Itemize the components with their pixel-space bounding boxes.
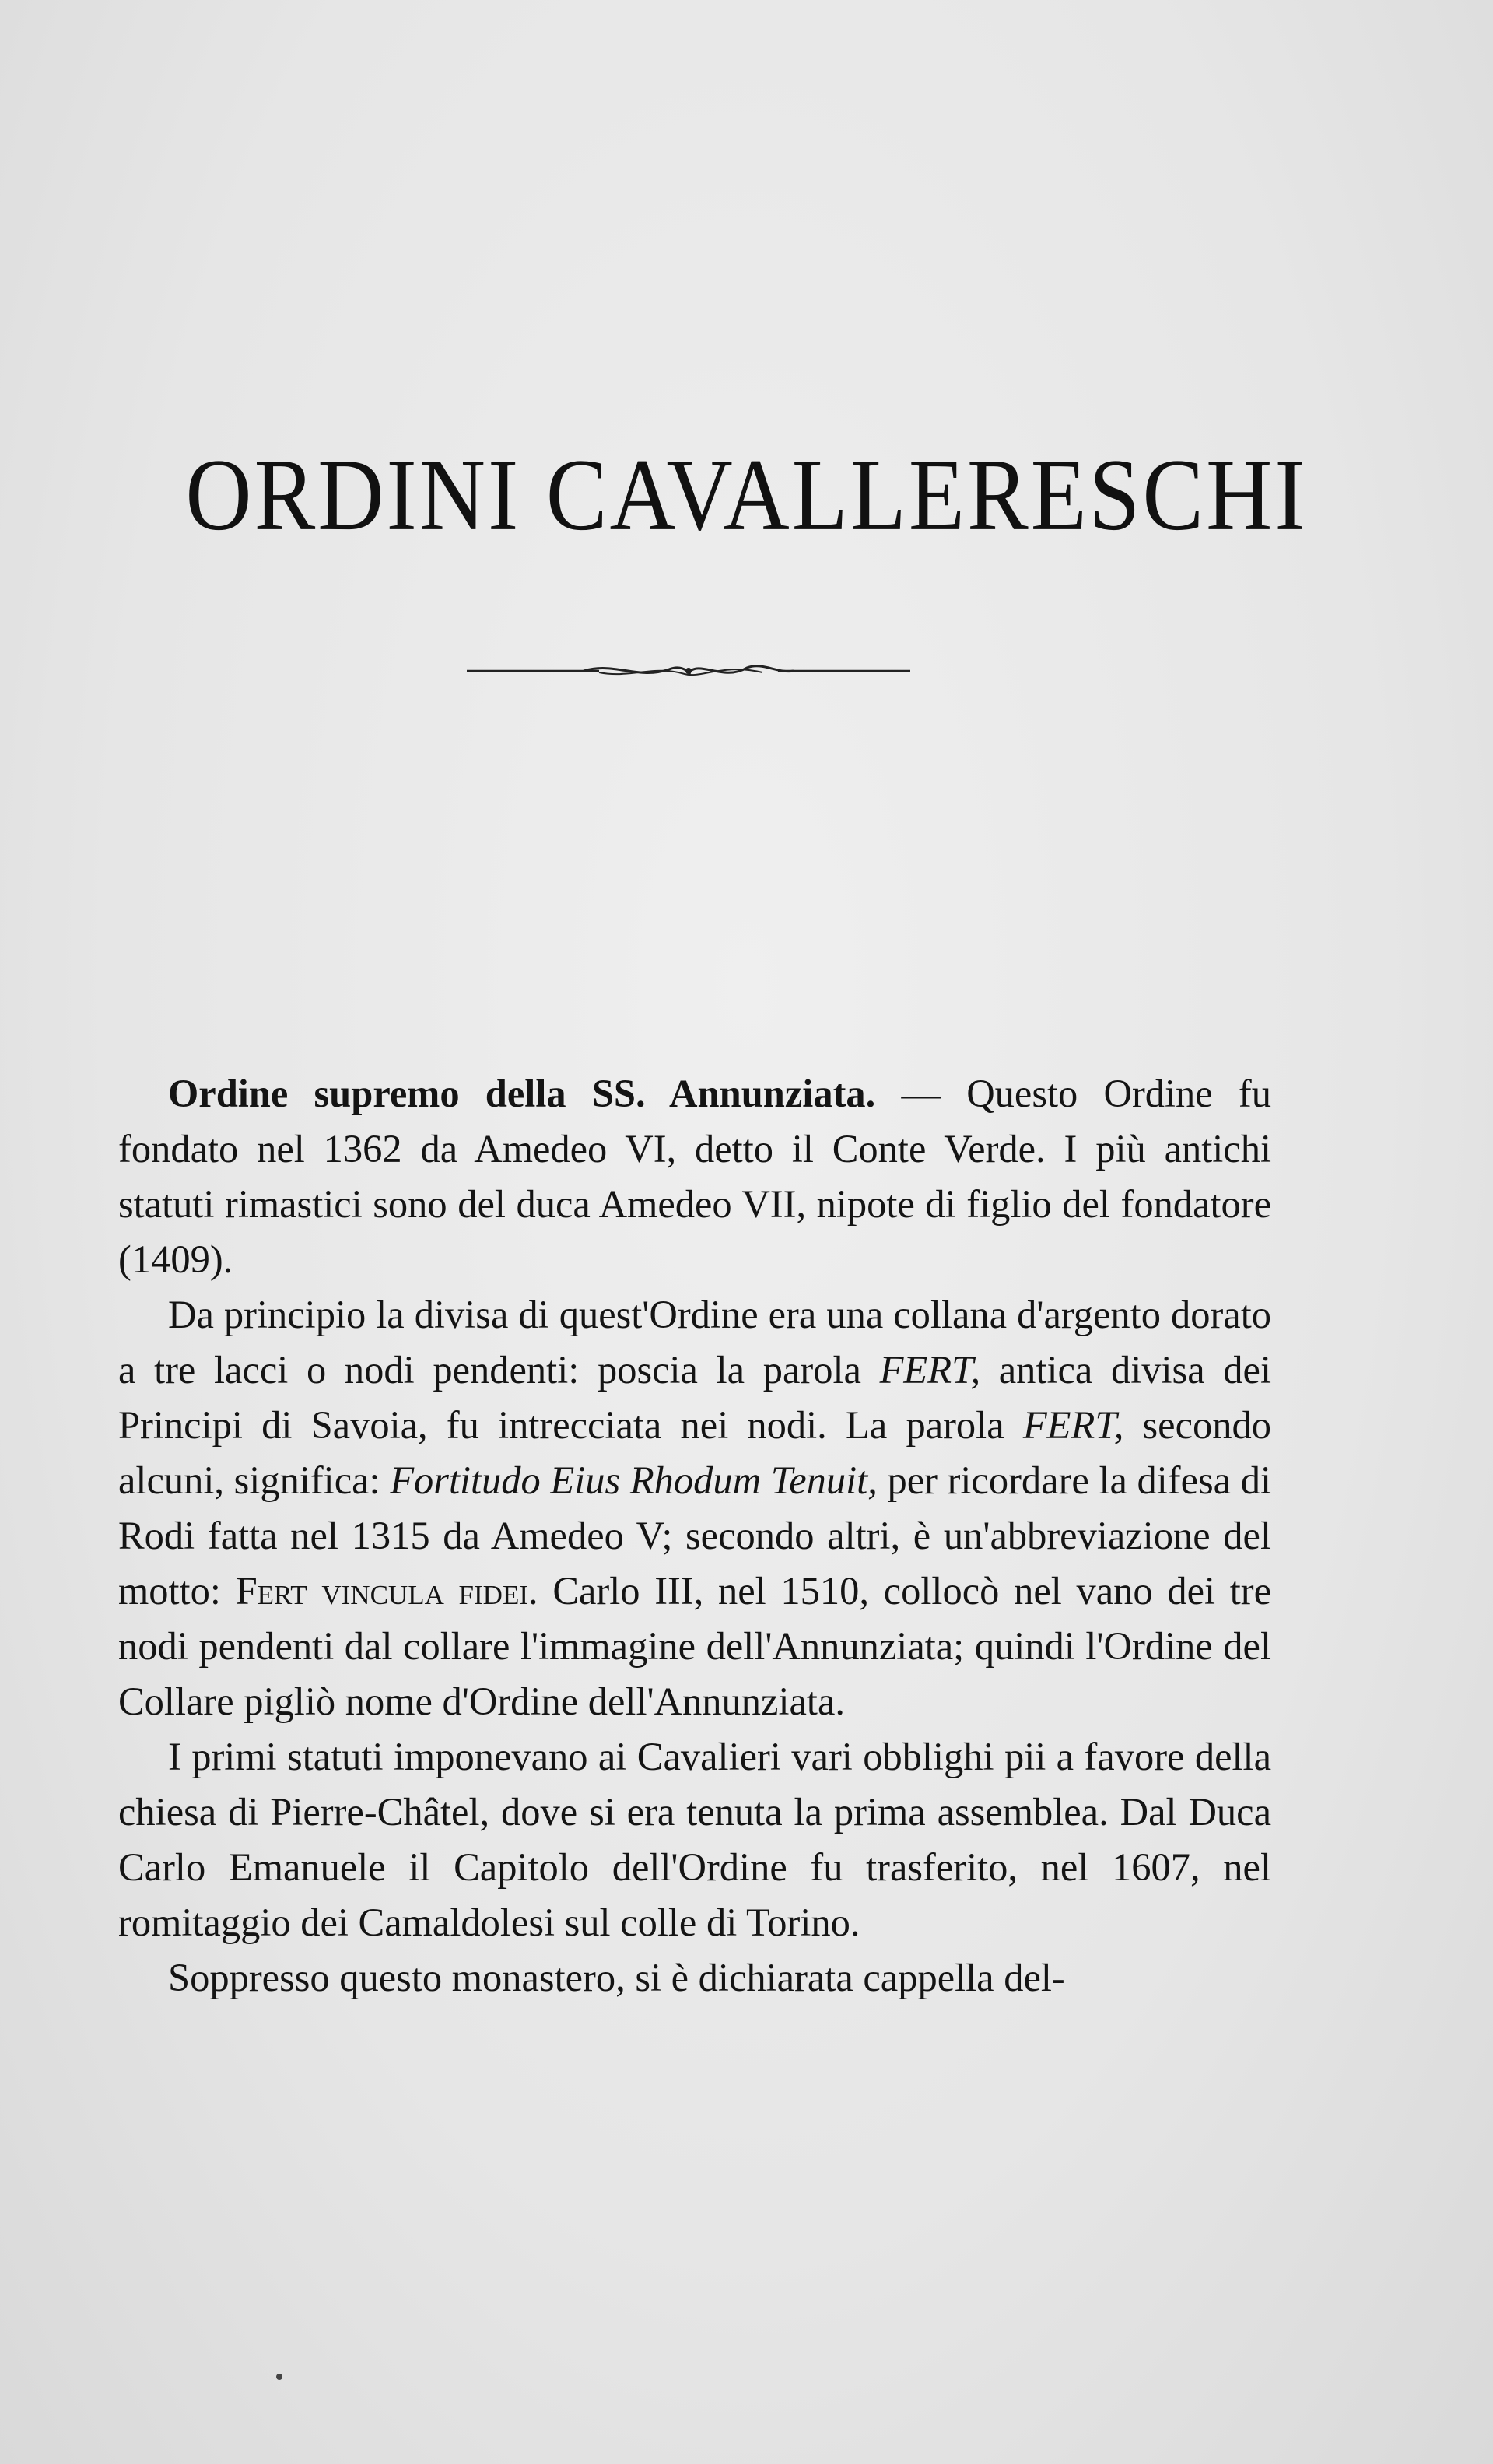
paragraph-statuti: I primi statuti imponevano ai Cavalieri vari obblighi pii a favore della chiesa di Pierre-Châtel, dove si era tenuta la prima assemblea. Dal Duca Carlo Emanuele il Capitolo dell'Ordine fu trasferito, nel 1607, nel romitaggio dei Camaldolesi sul colle di Torino. xyxy=(118,1735,1271,1944)
ornament-divider-icon xyxy=(467,655,910,686)
body-text xyxy=(118,1066,1271,2006)
paragraph-divisa xyxy=(118,1287,1271,1729)
fert-word: FERT, xyxy=(879,1348,981,1392)
fert-word: FERT, xyxy=(1022,1403,1124,1447)
motto-small-caps: Fert vincula fidei. xyxy=(235,1569,538,1613)
page-title: ORDINI CAVALLERESCHI xyxy=(185,437,1308,552)
ink-speck xyxy=(276,2374,282,2380)
paragraph-annunziata xyxy=(118,1066,1271,1287)
latin-motto: Fortitudo Eius Rhodum Tenuit, xyxy=(390,1458,878,1502)
paragraph-text: antica divisa dei Principi di Savoia, fu intrecciata nei nodi. La parola xyxy=(118,1348,1271,1447)
paragraph-soppresso: Soppresso questo monastero, si è dichiarata cappella del- xyxy=(168,1956,1065,1999)
paragraph-text: Da principio la divisa di quest'Ordine era una collana d'argento dorato a tre lacci o nodi pendenti: poscia la parola xyxy=(118,1293,1271,1392)
section-heading: Ordine supremo della SS. Annunziata. xyxy=(168,1072,876,1115)
paragraph-text: per ricordare la difesa di Rodi fatta nel 1315 da Amedeo V; secondo altri, è un'abbreviazione del motto: xyxy=(118,1458,1272,1613)
paragraph-text: Carlo III, nel 1510, collocò nel vano dei tre nodi pendenti dal collare l'immagine dell'Annunziata; quindi l'Ordine del Collare pigliò nome d'Ordine dell'Annunziata. xyxy=(118,1569,1271,1723)
paragraph-text: — Questo Ordine fu fondato nel 1362 da Amedeo VI, detto il Conte Verde. I più antichi statuti rimastici sono del duca Amedeo VII, nipote di figlio del fondatore (1409). xyxy=(118,1072,1271,1281)
paragraph-text: secondo alcuni, significa: xyxy=(118,1403,1271,1502)
